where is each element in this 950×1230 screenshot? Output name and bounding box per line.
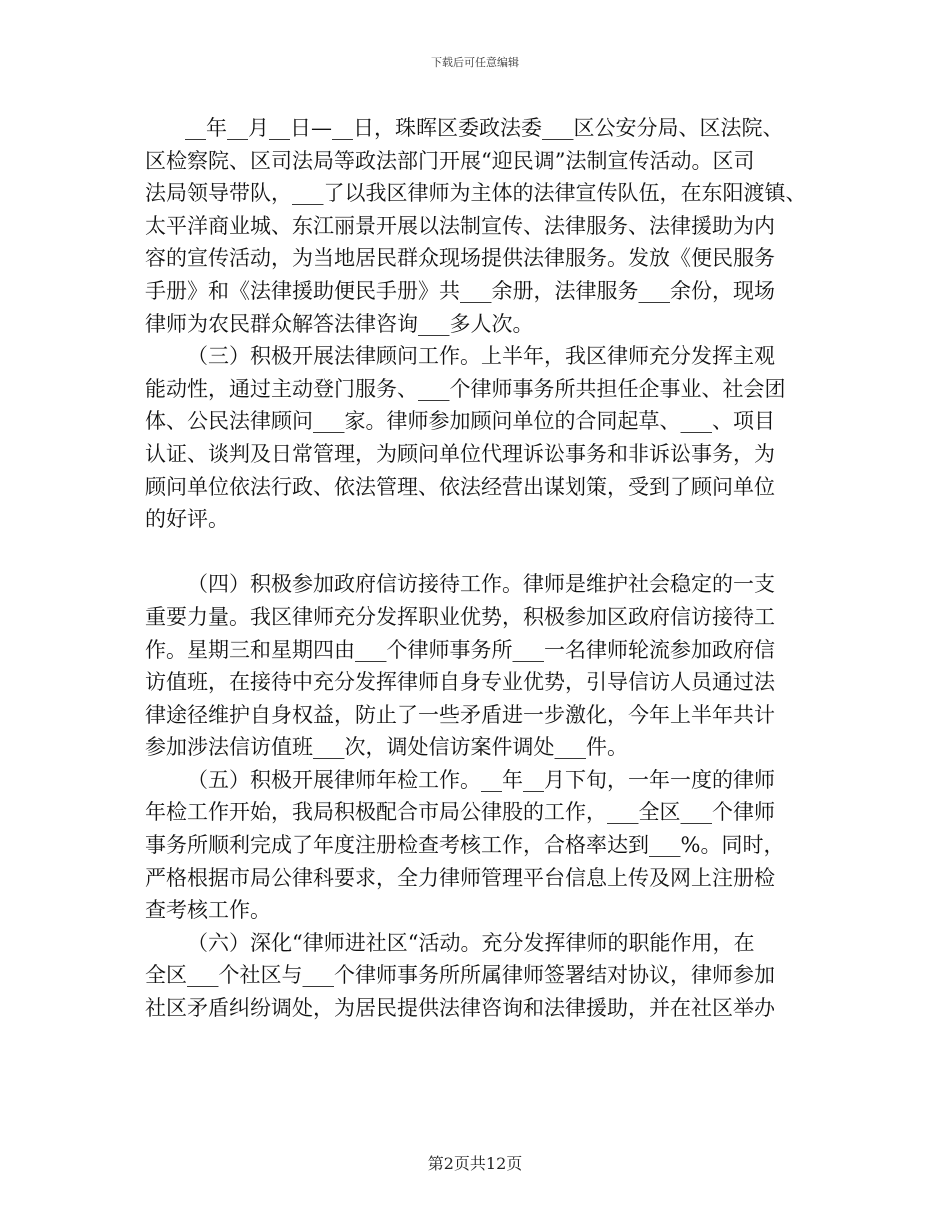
paragraph-line: 严格根据市局公律科要求，全力律师管理平台信息上传及网上注册检 xyxy=(145,865,775,890)
paragraph-2 xyxy=(145,340,825,568)
paragraph-4 xyxy=(145,764,825,927)
paragraph-1 xyxy=(145,112,825,340)
paragraph-line: （三）积极开展法律顾问工作。上半年，我区律师充分发挥主观 xyxy=(187,344,775,369)
paragraph-5 xyxy=(145,927,825,1025)
paragraph-3 xyxy=(145,568,825,764)
paragraph-line: 认证、谈判及日常管理，为顾问单位代理诉讼事务和非诉讼事务，为 xyxy=(145,441,775,466)
paragraph-line: （四）积极参加政府信访接待工作。律师是维护社会稳定的一支 xyxy=(187,572,775,597)
paragraph-line: 社区矛盾纠纷调处，为居民提供法律咨询和法律援助，并在社区举办 xyxy=(145,996,775,1021)
paragraph-line: 体、公民法律顾问___家。律师参加顾问单位的合同起草、___、项目 xyxy=(145,409,775,434)
page-header: 下载后可任意编辑 xyxy=(431,56,519,69)
paragraph-line: 容的宣传活动，为当地居民群众现场提供法律服务。发放《便民服务 xyxy=(145,246,775,271)
paragraph-line: 法局领导带队，___了以我区律师为主体的法律宣传队伍，在东阳渡镇、 xyxy=(145,181,807,206)
paragraph-line: 访值班，在接待中充分发挥律师自身专业优势，引导信访人员通过法 xyxy=(145,670,775,695)
paragraph-line: __年__月__日—__日，珠晖区委政法委___区公安分局、区法院、 xyxy=(185,116,784,140)
paragraph-line: 的好评。 xyxy=(145,507,229,532)
paragraph-line: 作。星期三和星期四由___个律师事务所___一名律师轮流参加政府信 xyxy=(145,637,775,662)
paragraph-line: 太平洋商业城、东江丽景开展以法制宣传、法律服务、法律援助为内 xyxy=(145,213,775,238)
paragraph-line xyxy=(145,536,825,569)
paragraph-line: 重要力量。我区律师充分发挥职业优势，积极参加区政府信访接待工 xyxy=(145,604,775,629)
paragraph-line: （六）深化“律师进社区“活动。充分发挥律师的职能作用，在 xyxy=(187,930,755,955)
paragraph-line: 全区___个社区与___个律师事务所所属律师签署结对协议，律师参加 xyxy=(145,963,775,988)
paragraph-line: 顾问单位依法行政、依法管理、依法经营出谋划策，受到了顾问单位 xyxy=(145,474,775,499)
paragraph-line: 年检工作开始，我局积极配合市局公律股的工作，___全区___个律师 xyxy=(145,800,775,825)
paragraph-line: （五）积极开展律师年检工作。__年__月下旬，一年一度的律师 xyxy=(187,767,775,792)
paragraph-line: 参加涉法信访值班___次，调处信访案件调处___件。 xyxy=(145,735,628,760)
paragraph-line: 事务所顺利完成了年度注册检查考核工作，合格率达到___%。同时， xyxy=(145,833,785,858)
paragraph-line: 律师为农民群众解答法律咨询___多人次。 xyxy=(145,311,534,336)
page-footer: 第2页共12页 xyxy=(427,1154,523,1173)
paragraph-line: 查考核工作。 xyxy=(145,898,271,923)
paragraph-line: 区检察院、区司法局等政法部门开展“迎民调”法制宣传活动。区司 xyxy=(145,148,755,173)
paragraph-line: 能动性，通过主动登门服务、___个律师事务所共担任企事业、社会团 xyxy=(145,376,786,401)
paragraph-line: 手册》和《法律援助便民手册》共___余册，法律服务___余份，现场 xyxy=(145,278,775,303)
document-body xyxy=(145,112,825,1025)
paragraph-line: 律途径维护自身权益，防止了一些矛盾进一步激化，今年上半年共计 xyxy=(145,702,775,727)
